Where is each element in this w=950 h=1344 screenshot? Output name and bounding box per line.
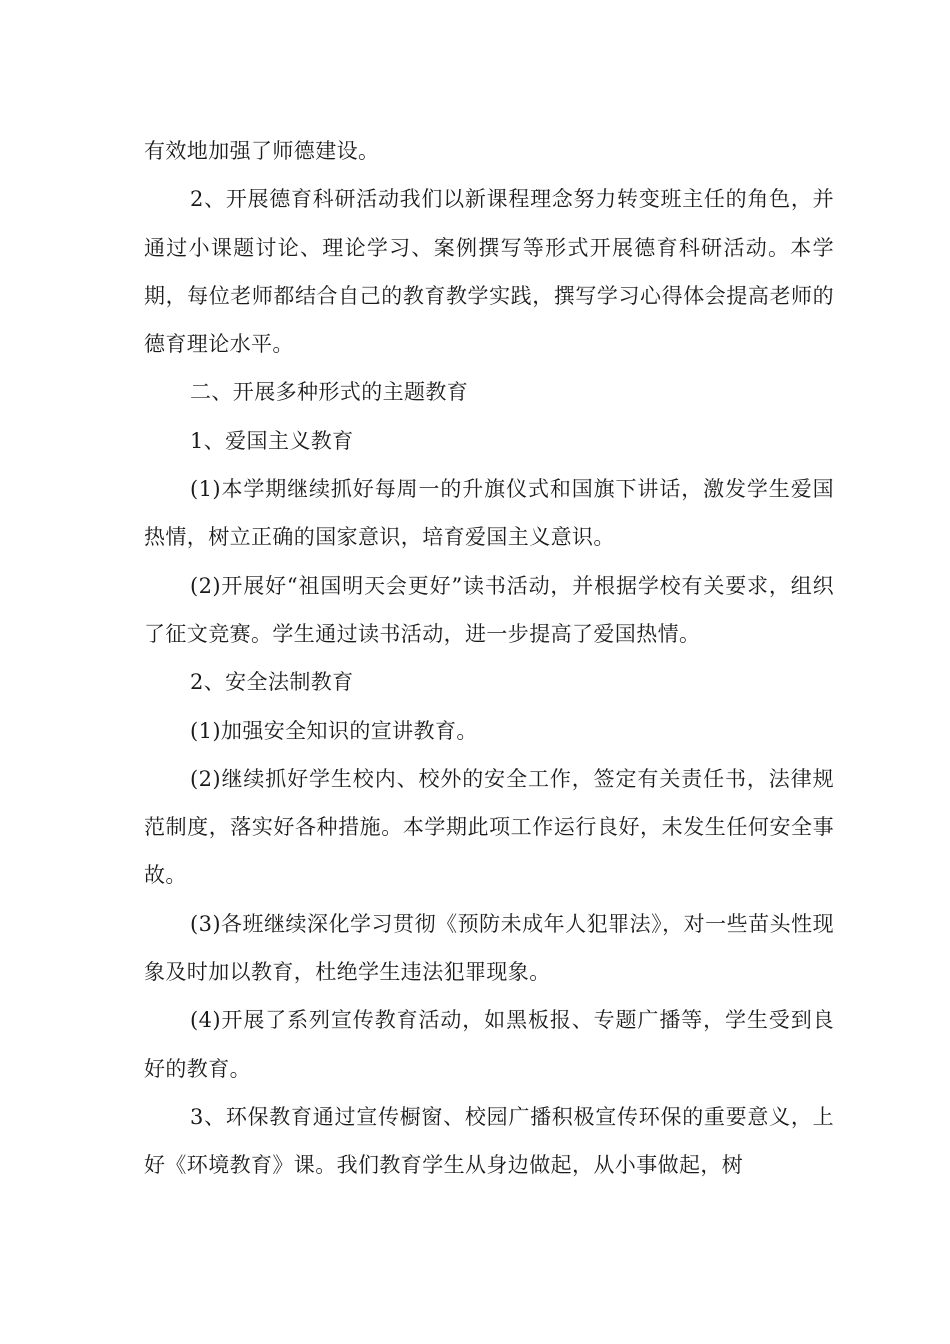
paragraph-1: 有效地加强了师德建设。 [144, 139, 380, 163]
subsection-heading-patriotism: 1、爱国主义教育 [190, 428, 354, 453]
section-heading: 二、开展多种形式的主题教育 [190, 380, 469, 405]
paragraph-8: (1)加强安全知识的宣讲教育。 [190, 718, 478, 743]
paragraph-5: (1)本学期继续抓好每周一的升旗仪式和国旗下讲话，激发学生爱国热情，树立正确的国家意识，培育爱国主义意识。 [144, 477, 834, 550]
paragraph-10: (3)各班继续深化学习贯彻《预防未成年人犯罪法》，对一些苗头性现象及时加以教育，杜绝学生违法犯罪现象。 [144, 911, 834, 985]
paragraph-6: (2)开展好“祖国明天会更好”读书活动，并根据学校有关要求，组织了征文竞赛。学生通过读书活动，进一步提高了爱国热情。 [144, 573, 834, 646]
paragraph-11: (4)开展了系列宣传教育活动，如黑板报、专题广播等，学生受到良好的教育。 [144, 1008, 834, 1081]
document-body [144, 127, 834, 1190]
paragraph-9: (2)继续抓好学生校内、校外的安全工作，签定有关责任书，法律规范制度，落实好各种措施。本学期此项工作运行良好，未发生任何安全事故。 [144, 766, 834, 888]
paragraph-12: 3、环保教育通过宣传橱窗、校园广播积极宣传环保的重要意义，上好《环境教育》课。我们教育学生从身边做起，从小事做起，树 [144, 1104, 834, 1178]
paragraph-2: 2、开展德育科研活动我们以新课程理念努力转变班主任的角色，并通过小课题讨论、理论学习、案例撰写等形式开展德育科研活动。本学期，每位老师都结合自己的教育教学实践，撰写学习心得体会提高老师的德育理论水平。 [144, 187, 834, 357]
subsection-heading-safety: 2、安全法制教育 [190, 670, 354, 695]
